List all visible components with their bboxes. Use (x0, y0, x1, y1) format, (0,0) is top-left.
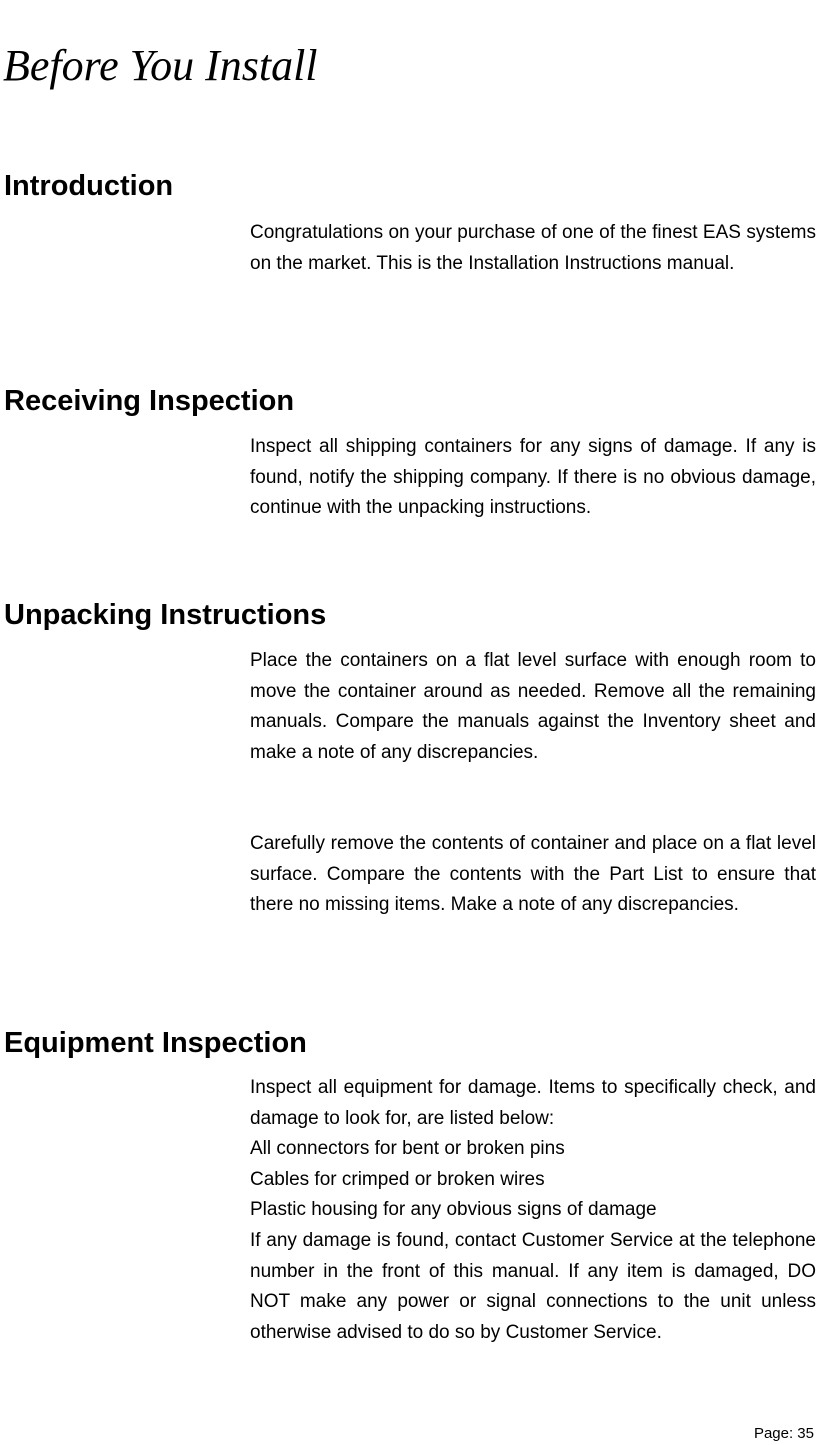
equipment-list-item: Plastic housing for any obvious signs of damage (250, 1199, 657, 1220)
heading-equipment-inspection: Equipment Inspection (4, 1027, 307, 1059)
receiving-inspection-paragraph: Inspect all shipping containers for any signs of damage. If any is found, notify the shipping company. If there is no obvious damage, continue with the unpacking instructions. (250, 436, 816, 518)
page-number: Page: 35 (753, 1425, 814, 1442)
heading-introduction: Introduction (4, 170, 174, 202)
unpacking-paragraph-2: Carefully remove the contents of container and place on a flat level surface. Compare the contents with the Part List to ensure that there no missing items. Make a note of any discrepancies. (250, 833, 816, 915)
equipment-closing-paragraph: If any damage is found, contact Customer Service at the telephone number in the front of this manual. If any item is damaged, DO NOT make any power or signal connections to the unit unless otherwise advised to do so by Customer Service. (250, 1230, 816, 1343)
heading-unpacking-instructions: Unpacking Instructions (4, 599, 327, 631)
unpacking-paragraph-1: Place the containers on a flat level surface with enough room to move the container around as needed. Remove all the remaining manuals. Compare the manuals against the Inventory sheet and make a note of any discrepancies. (250, 650, 816, 763)
page-title: Before You Install (3, 41, 318, 90)
heading-receiving-inspection: Receiving Inspection (4, 385, 295, 417)
equipment-intro-paragraph: Inspect all equipment for damage. Items to specifically check, and damage to look for, are listed below: (250, 1077, 816, 1129)
introduction-paragraph: Congratulations on your purchase of one of the finest EAS systems on the market. This is the Installation Instructions manual. (250, 222, 816, 274)
equipment-list-item: All connectors for bent or broken pins (250, 1138, 565, 1159)
equipment-list-item: Cables for crimped or broken wires (250, 1169, 545, 1190)
